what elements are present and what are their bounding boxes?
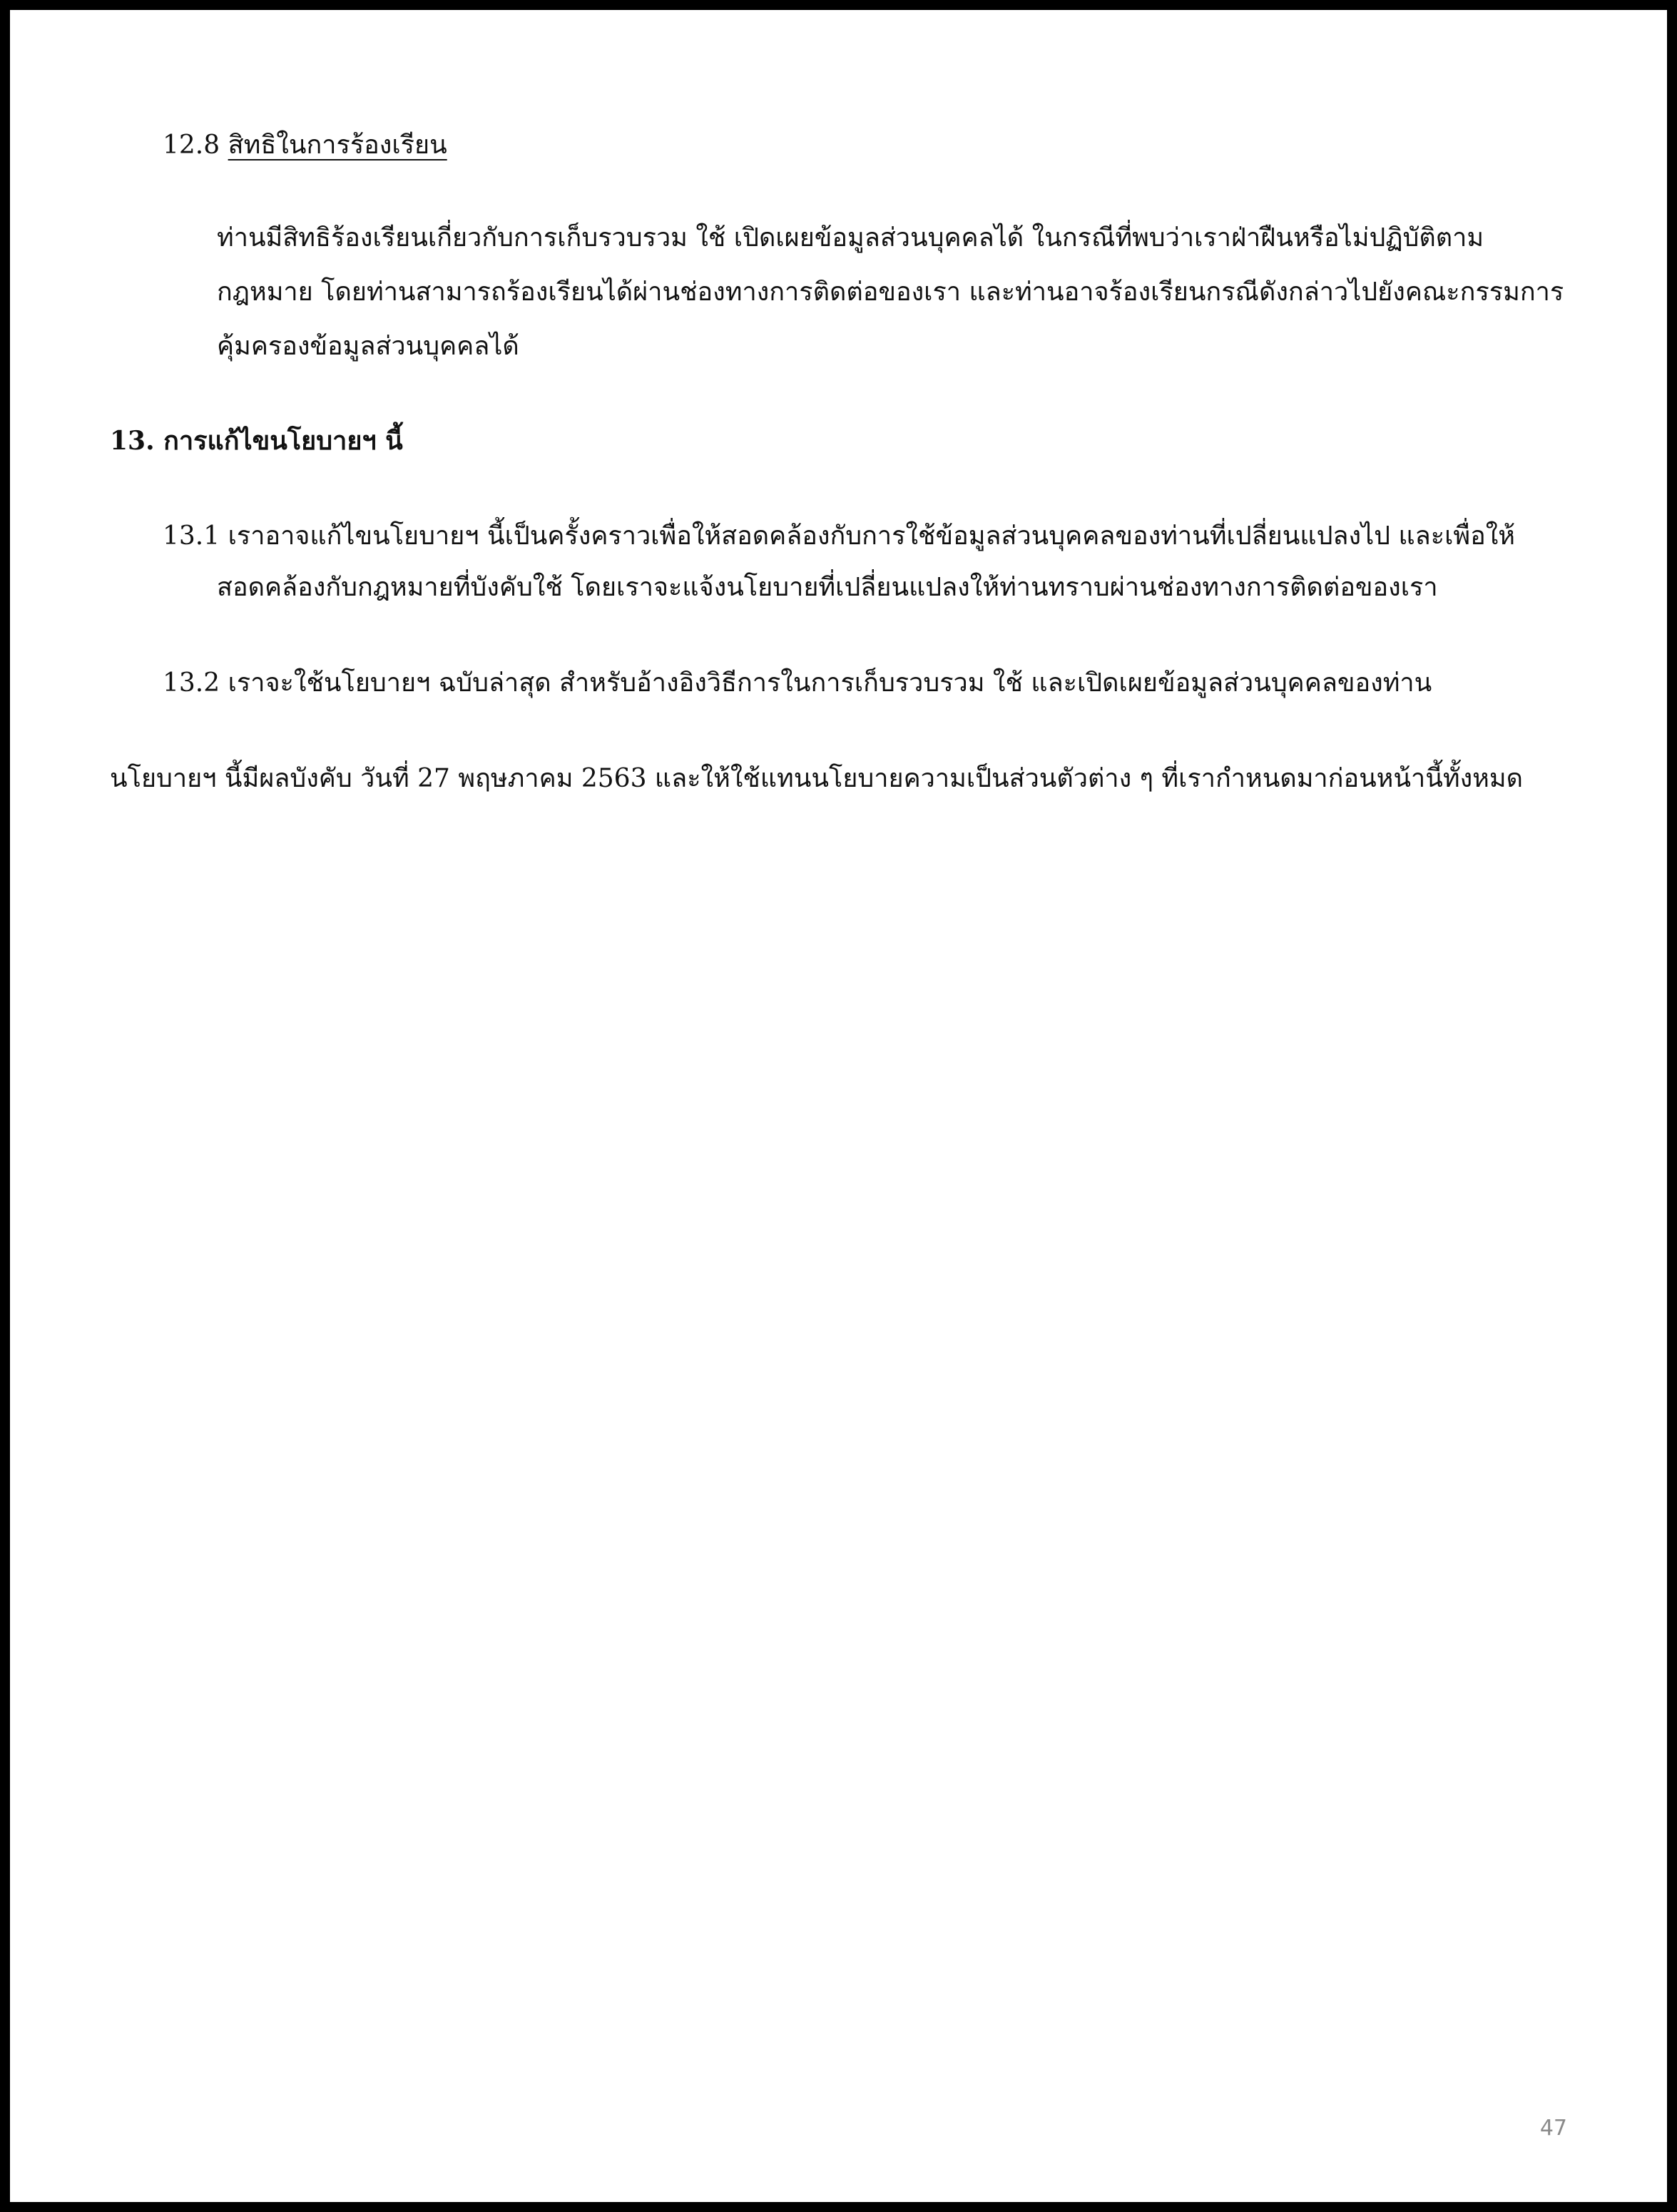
page-number: 47	[1539, 2116, 1567, 2141]
section-12-8-title: สิทธิในการร้องเรียน	[228, 131, 447, 160]
paragraph-line: คุ้มครองข้อมูลส่วนบุคคลได้	[217, 332, 519, 361]
item-13-2: 13.2 เราจะใช้นโยบายฯ ฉบับล่าสุด สำหรับอ้างอิงวิธีการในการเก็บรวบรวม ใช้ และเปิดเผยข้อมูลส่วนบุคคลของท่าน	[163, 668, 1432, 698]
section-12-8-number: 12.8	[163, 131, 220, 160]
section-13-heading: 13. การแก้ไขนโยบายฯ นี้	[110, 426, 403, 456]
section-12-8-heading	[163, 118, 447, 173]
item-13-1-line-1: 13.1 เราอาจแก้ไขนโยบายฯ นี้เป็นครั้งคราวเพื่อให้สอดคล้องกับการใช้ข้อมูลส่วนบุคคลของท่านที่เปลี่ยนแปลงไป และเพื่อให้	[163, 521, 1516, 551]
closing-statement: นโยบายฯ นี้มีผลบังคับ วันที่ 27 พฤษภาคม 2563 และให้ใช้แทนนโยบายความเป็นส่วนตัวต่าง ๆ ที่เรากำหนดมาก่อนหน้านี้ทั้งหมด	[110, 764, 1523, 793]
paragraph-line: กฎหมาย โดยท่านสามารถร้องเรียนได้ผ่านช่องทางการติดต่อของเรา และท่านอาจร้องเรียนกรณีดังกล่าวไปยังคณะกรรมการ	[217, 277, 1564, 307]
paragraph-line: ท่านมีสิทธิร้องเรียนเกี่ยวกับการเก็บรวบรวม ใช้ เปิดเผยข้อมูลส่วนบุคคลได้ ในกรณีที่พบว่าเราฝ่าฝืนหรือไม่ปฏิบัติตาม	[217, 223, 1484, 253]
item-13-1-line-2: สอดคล้องกับกฎหมายที่บังคับใช้ โดยเราจะแจ้งนโยบายที่เปลี่ยนแปลงให้ท่านทราบผ่านช่องทางการติดต่อของเรา	[217, 573, 1438, 602]
section-12-8-paragraph	[217, 211, 1564, 374]
